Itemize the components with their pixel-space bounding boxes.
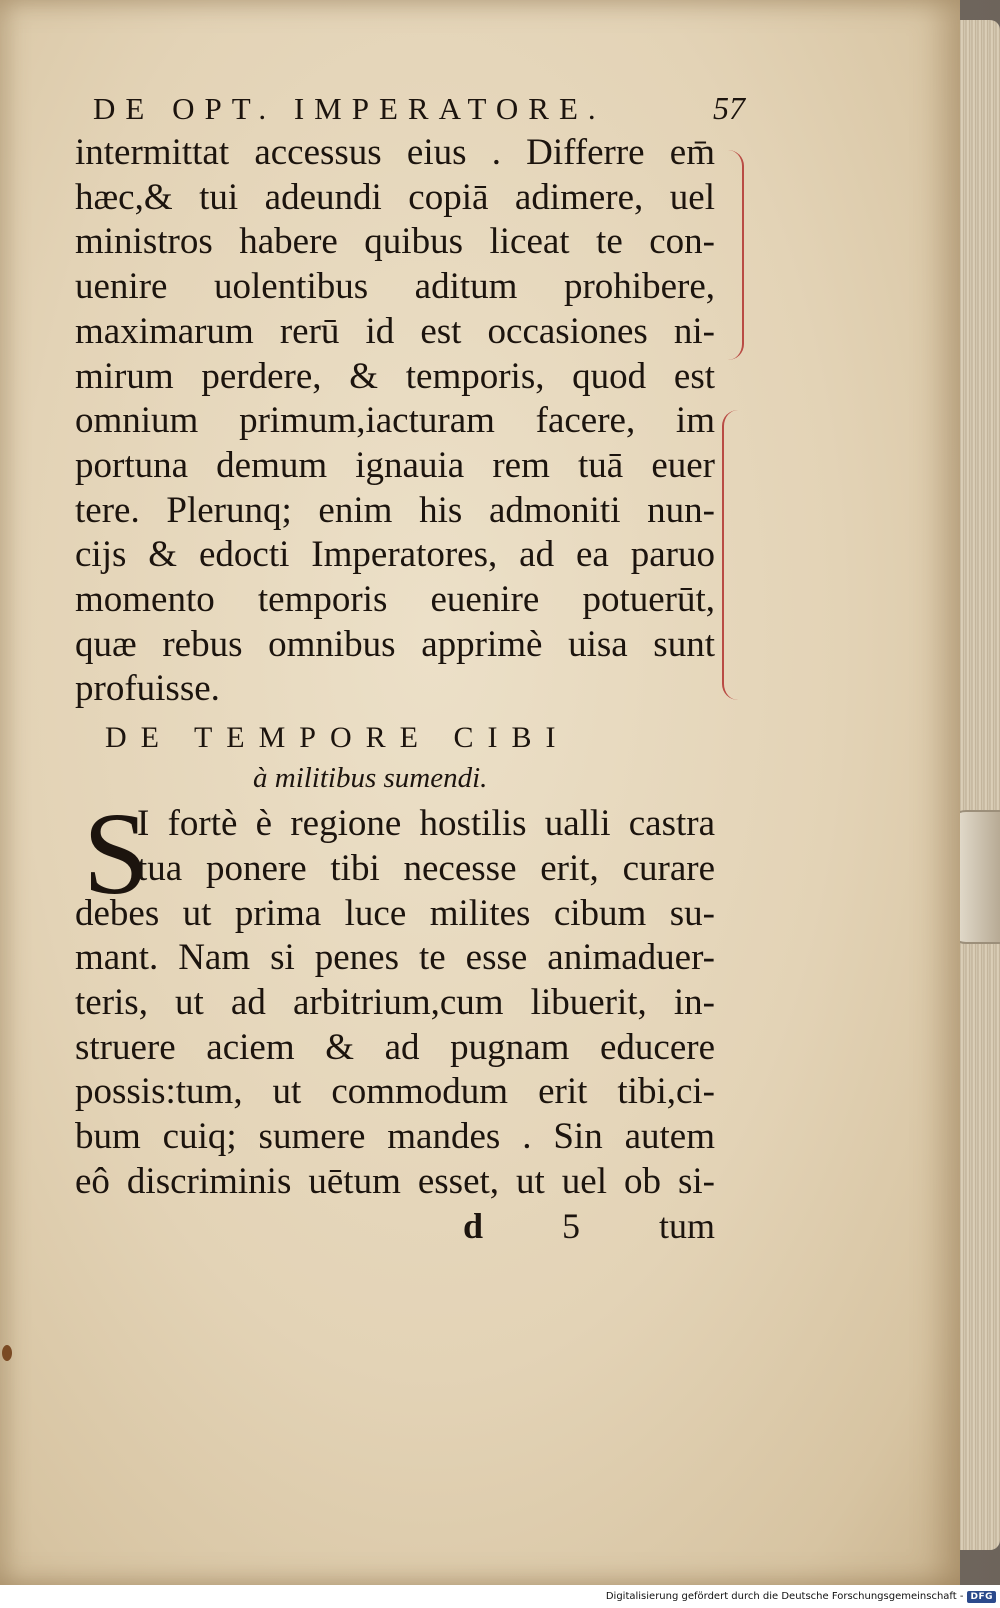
signature-mark: d (463, 1206, 484, 1247)
catchword: tum (658, 1206, 715, 1247)
text-line: maximarum rerū id est occasiones ni- (75, 310, 715, 352)
text-line: mant. Nam si penes te esse animaduer- (75, 937, 715, 979)
text-line: I fortè è regione hostilis ualli castra (137, 803, 715, 845)
digitization-footer (0, 1585, 1000, 1608)
text-line: hæc,& tui adeundi copiā adimere, uel (75, 176, 715, 218)
folio-number: 57 (713, 90, 745, 126)
text-line: possis:tum, ut commodum erit tibi,ci- (75, 1071, 715, 1113)
text-block (75, 88, 745, 1248)
text-line: omnium primum,iacturam facere, im (75, 400, 715, 442)
text-line: eô discriminis uētum esset, ut uel ob si- (75, 1160, 715, 1202)
text-line: intermittat accessus eius . Differre em̄ (75, 132, 715, 173)
dfg-logo: DFG (967, 1591, 996, 1603)
text-line: uenire uolentibus aditum prohibere, (75, 266, 715, 308)
text-line: cijs & edocti Imperatores, ad ea paruo (75, 534, 715, 576)
text-line: debes ut prima luce milites cibum su- (75, 892, 715, 934)
page-stain (2, 1345, 12, 1361)
text-line: momento temporis euenire potuerūt, (75, 579, 715, 621)
text-line: bum cuiq; sumere mandes . Sin autem (75, 1116, 715, 1158)
running-head-title: DE OPT. IMPERATORE. (93, 91, 606, 126)
section-heading: DE TEMPORE CIBI (105, 721, 570, 755)
section-subheading: à militibus sumendi. (253, 762, 488, 795)
signature-number: 5 (562, 1206, 580, 1247)
paragraph-1 (75, 131, 735, 712)
footer-credit: Digitalisierung gefördert durch die Deutsche Forschungsgemeinschaft - (605, 1591, 964, 1602)
text-line: portuna demum ignauia rem tuā euer (75, 444, 715, 486)
drop-capital: S (83, 788, 149, 920)
paragraph-2 (75, 788, 735, 1204)
running-head (93, 88, 745, 129)
text-line: struere aciem & ad pugnam educere (75, 1026, 715, 1068)
text-line: profuisse. (75, 668, 220, 710)
catchline (463, 1204, 715, 1248)
text-line: ministros habere quibus liceat te con- (75, 221, 715, 263)
text-line: tua ponere tibi necesse erit, curare (137, 847, 715, 889)
text-line: quæ rebus omnibus apprimè uisa sunt (75, 623, 715, 665)
text-line: tere. Plerunq; enim his admoniti nun- (75, 489, 715, 531)
text-line: teris, ut ad arbitrium,cum libuerit, in- (75, 981, 715, 1023)
text-line: mirum perdere, & temporis, quod est (75, 355, 715, 397)
